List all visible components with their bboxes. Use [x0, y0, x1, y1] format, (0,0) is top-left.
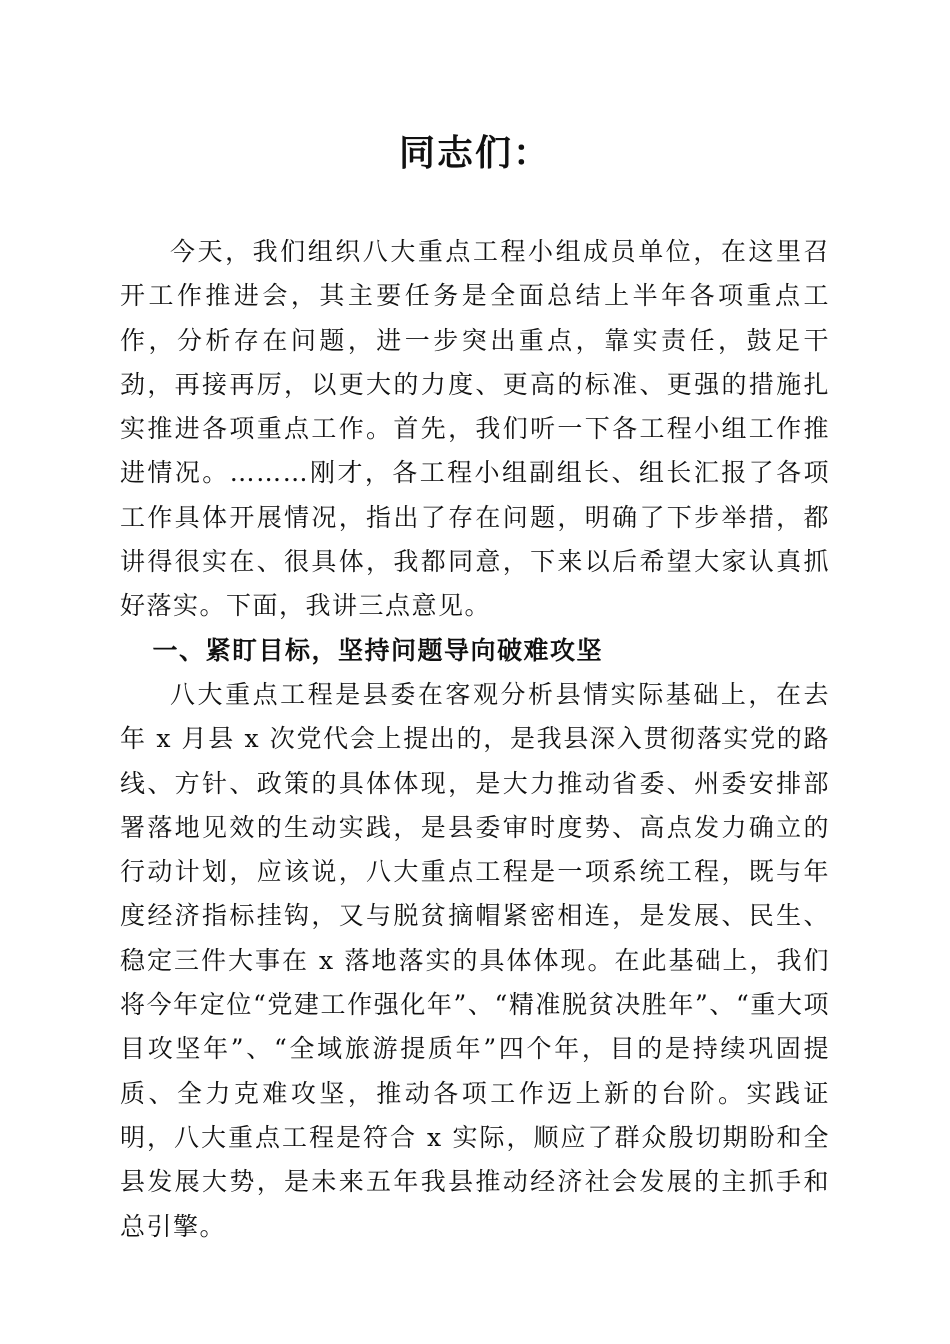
section-heading: 一、紧盯目标，坚持问题导向破难攻坚: [152, 635, 604, 665]
document-body: [120, 230, 830, 1249]
page-title: 同志们：: [398, 132, 551, 174]
section-paragraph: 八大重点工程是县委在客观分析县情实际基础上，在去年 x 月县 x 次党代会上提出的，是我县深入贯彻落实党的路线、方针、政策的具体体现，是大力推动省委、州委安排部署落地见效的生动实践，是县委审时度势、高点发力确立的行动计划，应该说，八大重点工程是一项系统工程，既与年度经济指标挂钩，又与脱贫摘帽紧密相连，是发展、民生、稳定三件大事在 x 落地落实的具体体现。在此基础上，我们将今年定位“党建工作强化年”、“精准脱贫决胜年”、“重大项目攻坚年”、“全域旅游提质年”四个年，目的是持续巩固提质、全力克难攻坚，推动各项工作迈上新的台阶。实践证明，八大重点工程是符合 x 实际，顺应了群众殷切期盼和全县发展大势，是未来五年我县推动经济社会发展的主抓手和总引擎。: [120, 679, 830, 1241]
intro-paragraph: 今天，我们组织八大重点工程小组成员单位，在这里召开工作推进会，其主要任务是全面总结上半年各项重点工作，分析存在问题，进一步突出重点，靠实责任，鼓足干劲，再接再厉，以更大的力度、更高的标准、更强的措施扎实推进各项重点工作。首先，我们听一下各工程小组工作推进情况。………刚才，各工程小组副组长、组长汇报了各项工作具体开展情况，指出了存在问题，明确了下步举措，都讲得很实在、很具体，我都同意，下来以后希望大家认真抓好落实。下面，我讲三点意见。: [120, 237, 830, 621]
